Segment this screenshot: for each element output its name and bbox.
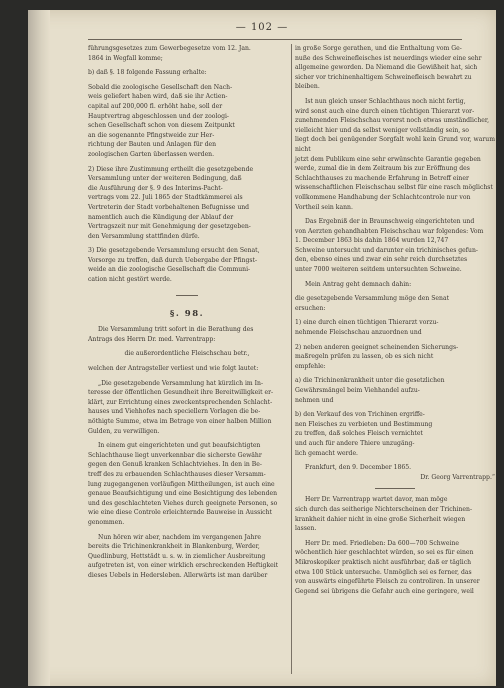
text-line: Gewährsmängel beim Viehhandel aufzu- [295, 387, 420, 394]
text-line: Versammlung unter der weiteren Bedingung, daß [88, 175, 242, 183]
text-line: 1) eine durch einen tüchtigen Thierarzt vorzu- [295, 319, 439, 327]
text-line: etwa 100 Stück untersuche. Unmöglich sei es ferner, das [295, 568, 472, 576]
text-line: klärt, zur Errichtung eines zweckentsprechenden Schlacht- [88, 398, 273, 406]
text-line: weis geliefert haben wird, daß sie ihr Actien- [88, 93, 228, 101]
text-line: namentlich auch die Kündigung der Ablauf der [88, 213, 234, 221]
text-line: lassen. [295, 525, 317, 533]
text-line: richtung der Bauten und Anlagen für den [88, 141, 217, 149]
text-line: 3) Die gesetzgebende Versammlung ersucht den Senat, [88, 247, 260, 255]
text-line: vollkommene Handhabung der Schlachtcontrole nur von [295, 193, 471, 201]
text-line: Ist nun gleich unser Schlachthaus noch nicht fertig, [305, 97, 466, 105]
text-line: aufgetreten ist, von einer wirklich erschreckenden Heftigkeit [88, 562, 279, 570]
text-line: cation nicht gestört werde. [88, 276, 172, 284]
text-line: welchen der Antragsteller verliest und wie folgt lautet: [88, 365, 259, 373]
text-line: Quedlinburg, Hettstädt u. s. w. in ziemlicher Ausbreitung [88, 552, 266, 560]
text-line: Herr Dr. med. Friedleben: Da 600—700 Schweine [305, 539, 459, 547]
text-line: den, ebenso eines und zwar ein sehr reich durchsetztes [295, 256, 468, 264]
text-line: nuße des Schweinefleisches ist neuerdings wieder eine sehr [295, 54, 482, 62]
page-edge-shadow [28, 10, 50, 686]
text-line: Herr Dr. Varrentrapp wartet davor, man möge [305, 496, 448, 504]
separator-rule [375, 488, 415, 489]
text-line: genaue Beaufsichtigung und eine Besichtigung des lebenden [88, 490, 278, 498]
text-line: 2) neben anderen geeignet scheinenden Sicherungs- [295, 343, 459, 351]
text-line: bleiben. [295, 83, 320, 91]
text-line: vielleicht hier und da selbst weniger vollständig sein, so [295, 126, 469, 134]
header-rule [88, 39, 462, 40]
text-line: vertrags vom 22. Juli 1865 der Stadtkämmerei als [88, 194, 243, 202]
text-line: wissenschaftlichen Fleischschau selbst für eine rasch möglichst [295, 184, 493, 192]
text-line: Das Ergebniß der in Braunschweig eingerichteten und [305, 218, 475, 226]
text-line: die gesetzgebende Versammlung möge den Senat [295, 295, 450, 303]
text-line: und auch für andere Thiere unzugäng- [295, 439, 415, 447]
text-line: jetzt dem Publikum eine sehr erwünschte Garantie gegeben [295, 155, 481, 163]
text-line: krankheit dahier nicht in eine große Sicherheit wiegen [295, 515, 466, 523]
text-line: Die Versammlung tritt sofort in die Berathung des [98, 326, 254, 334]
text-line: „Die gesetzgebende Versammlung hat kürzlich im In- [98, 379, 264, 387]
text-line: dieses Uebels in Hedersleben. Allerwärts ist man darüber [88, 571, 268, 579]
text-line: capital auf 200,000 fl. erhöht habe, soll der [88, 102, 223, 110]
text-line: Mikroskopiker praktisch nicht ausführbar, daß er täglich [295, 558, 472, 566]
text-line: Gegend sei übrigens die Gefahr auch eine geringere, weil [295, 587, 474, 595]
text-line: von auswärts eingeführte Fleisch zu controliren. In unserer [295, 578, 480, 586]
text-line: nöthigte Summe, etwa im Betrage von einer halben Million [88, 418, 272, 425]
text-line: In einem gut eingerichteten und gut beaufsichtigten [98, 442, 261, 450]
column-divider [291, 44, 292, 674]
text-line: allgemeine geworden. Da Niemand die Gewißheit hat, sich [295, 64, 478, 72]
text-line: lich gemacht werde. [295, 449, 358, 457]
text-line: Schlachthauses zu machende Erfahrung in Betreff einer [295, 174, 469, 182]
text-line: nehmen und [295, 396, 334, 404]
text-line: Schlachthause liegt unverkennbar die sicherste Gewähr [88, 451, 262, 459]
text-line: genommen. [88, 518, 125, 526]
text-line: b) daß §. 18 folgende Fassung erhalte: [88, 69, 207, 77]
text-line: hauses und Viehhofes nach speciellern Vorlagen die be- [88, 408, 261, 416]
text-line: nen Fleisches zu verbieten und Bestimmung [295, 420, 433, 428]
text-line: liegt doch bei genügender Sorgfalt wohl kein Grund vor, warum nicht [295, 136, 495, 153]
text-line: weide an die zoologische Gesellschaft die Communi- [88, 266, 251, 274]
text-line: sicher vor trichinenhaltigem Schweinefleisch bewahrt zu [295, 73, 472, 81]
text-line: an die sogenannte Pfingstweide zur Her- [88, 131, 215, 139]
text-line: 1864 in Wegfall komme; [88, 54, 163, 62]
text-line: Vertragszeit nur mit Genehmigung der gesetzgeben- [88, 223, 251, 231]
text-line: Vortheil sein kann. [295, 203, 353, 211]
text-line: teresse der öffentlichen Gesundheit ihre Bereitwilligkeit er- [88, 389, 274, 397]
text-line: lung zugegangenen vorläufigen Mittheilungen, ist auch eine [88, 480, 275, 488]
document-page [28, 10, 496, 686]
text-line: von Aerzten gehandhabten Fleischschau war folgendes: Vom [295, 227, 484, 235]
text-line: Mein Antrag geht demnach dahin: [305, 280, 412, 288]
text-line: maßregeln prüfen zu lassen, ob es sich nicht [295, 353, 434, 361]
left-column [88, 44, 286, 674]
text-line: sich durch das seitherige Nichterscheinen der Trichinen- [295, 505, 473, 513]
text-line: Schweine untersucht und darunter ein trichinisches gefun- [295, 246, 478, 254]
text-line: Antrags des Herrn Dr. med. Varrentrapp: [88, 335, 216, 343]
text-line: den Versammlung stattfinden dürfe. [88, 232, 200, 240]
text-line: werde, zumal die in dem Zeitraum bis zur Eröffnung des [295, 165, 470, 173]
text-line: a) die Trichinenkrankheit unter die gesetzlichen [295, 377, 445, 385]
text-line: b) den Verkauf des von Trichinen ergriffe- [295, 411, 425, 419]
text-line: unter 7000 weiteren seitdem untersuchten Schweine. [295, 266, 462, 274]
text-line: wie eine diese Controle erleichternde Bauweise in Aussicht [88, 509, 272, 517]
text-line: zu treffen, daß solches Fleisch vernichtet [295, 430, 423, 438]
text-line: Sobald die zoologische Gesellschaft den Nach- [88, 83, 233, 91]
text-line: nehmende Fleischschau anzuordnen und [295, 329, 422, 337]
text-line: Vertreterin der Stadt vorbehaltenen Befugnisse und [88, 203, 250, 211]
text-line: bereits die Trichinenkrankheit in Blankenburg, Werder, [88, 543, 260, 551]
text-line: 1. December 1863 bis dahin 1864 wurden 12,747 [295, 237, 449, 245]
text-line: führungsgesetzes zum Gewerbegesetze vom 12. Jan. [88, 45, 251, 52]
text-line: wöchentlich hier geschlachtet würden, so sei es für einen [295, 549, 474, 557]
text-line: Hauptvertrag abgeschlossen und der zoologi- [88, 112, 229, 120]
text-line: und des geschlachteten Viehes durch geeignete Personen, so [88, 499, 278, 507]
text-line: in große Sorge gerathen, und die Enthaltung vom Ge- [295, 45, 462, 52]
text-line: 2) Diese ihre Zustimmung ertheilt die gesetzgebende [88, 165, 254, 173]
text-line: Gulden, zu verwilligen. [88, 427, 160, 435]
section-rule [176, 295, 198, 296]
text-line: gegen den Genuß kranken Schlachtviehes. In den in Be- [88, 461, 262, 469]
text-line: ersuchen: [295, 304, 326, 312]
section-heading: §. 98. [169, 308, 205, 319]
text-line: treff des zu erbauenden Schlachthauses dieser Versamm- [88, 470, 266, 478]
text-line: empfehle: [295, 362, 326, 370]
text-line: zunehmenden Fleischschau vorerst noch etwas umständlicher, [295, 117, 490, 125]
text-line: die außerordentliche Fleischschau betr., [124, 350, 250, 358]
page-number: — 102 — [235, 22, 289, 33]
text-line: zoologischen Garten überlassen werden. [88, 150, 215, 158]
text-line: Nun hören wir aber, nachdem im vergangenen Jahre [98, 533, 261, 541]
text-line: die Ausführung der §. 9 des Interims-Pacht- [88, 184, 223, 192]
signature-name: Dr. Georg Varrentrapp.“ [420, 473, 495, 481]
text-line: schen Gesellschaft schon von diesem Zeitpunkt [88, 122, 235, 130]
text-line: wird sonst auch eine durch einen tüchtigen Thierarzt vor- [295, 107, 475, 115]
document-date: Frankfurt, den 9. December 1865. [305, 464, 412, 472]
right-column [295, 44, 495, 674]
text-line: Vorsorge zu treffen, daß durch Uebergabe der Pfingst- [88, 256, 258, 264]
